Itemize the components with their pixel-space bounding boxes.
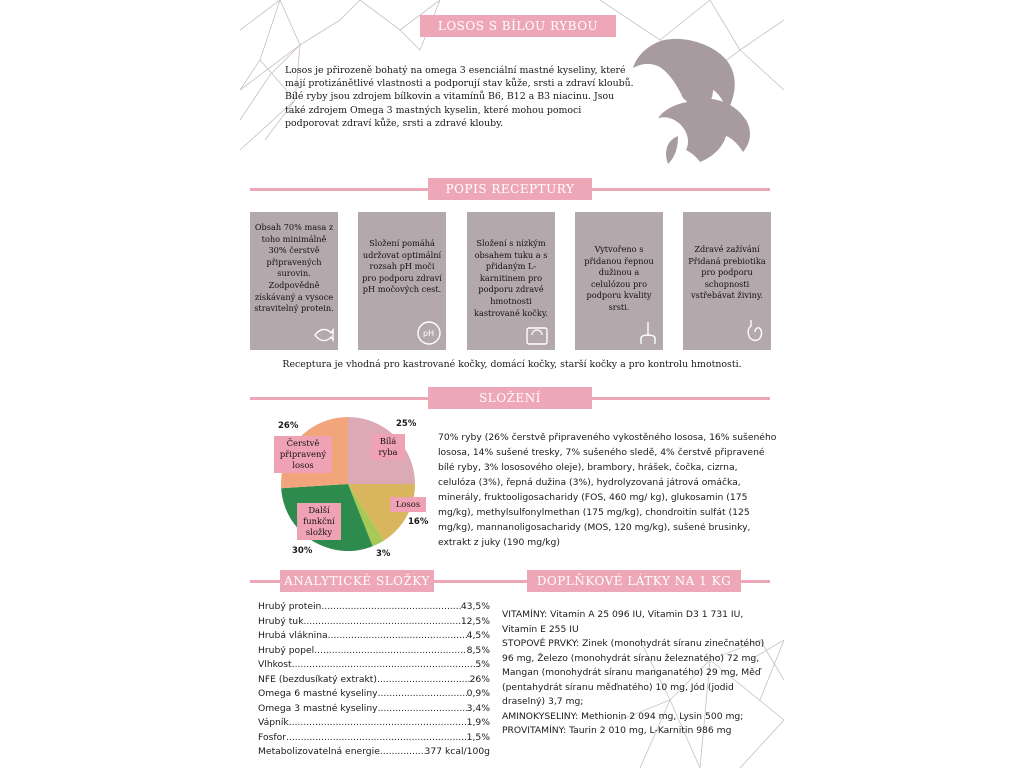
analytic-row [258, 673, 490, 688]
analytic-value: 0,9% [466, 688, 490, 699]
analytic-row [258, 658, 490, 673]
leader-dots [378, 702, 467, 717]
leader-dots [314, 644, 466, 659]
feature-text: Obsah 70% masa z toho minimálně 30% čerstvě připravených surovin. Zodpovědně získávaný a vysoce stravitelný protein. [254, 222, 334, 314]
pie-percent-label: 16% [408, 517, 429, 527]
svg-text:pH: pH [423, 329, 435, 338]
pie-percent-label: 30% [292, 546, 313, 556]
feature-box [250, 212, 338, 350]
pie-slice-label: Další funkční složky [297, 503, 341, 540]
pie-percent-label: 25% [396, 419, 417, 429]
composition-pie-chart [268, 409, 428, 559]
salmon-fish-icon [628, 32, 758, 172]
pie-slice-label: Čerstvě připravený losos [274, 436, 332, 473]
pie-percent-label: 26% [278, 421, 299, 431]
analytic-value: 3,4% [466, 702, 490, 714]
recipe-section-header: POPIS RECEPTURY [428, 178, 592, 200]
leader-dots [303, 615, 460, 630]
analytic-value: 26% [469, 673, 490, 685]
analytic-value: 1,9% [466, 717, 490, 728]
analytic-value: 377 kcal/100g [424, 746, 490, 757]
analytic-value: 8,5% [466, 644, 490, 656]
analytic-name: Vlhkost [258, 659, 292, 670]
analytic-name: NFE (bezdusíkatý extrakt) [258, 673, 377, 685]
analytic-row [258, 702, 490, 717]
supplements-section-header: DOPLŇKOVÉ LÁTKY NA 1 KG [527, 570, 741, 592]
pie-percent-label: 3% [376, 549, 391, 559]
supplement-item: STOPOVÉ PRVKY: Zinek (monohydrát síranu zinečnatého) 96 mg, Železo (monohydrát síranu železnatého) 72 mg, Mangan (monohydrát síranu manganatého) 29 mg, Měď (pentahydrát síranu měďnatého) 10 mg, Jód (jodid draselný) 3,7 mg; [502, 638, 765, 707]
supplement-item: PROVITAMÍNY: Taurin 2 010 mg, L-Karnitin 986 mg [502, 725, 732, 736]
analytic-name: Metabolizovatelná energie [258, 746, 380, 757]
leader-dots [292, 658, 476, 673]
analytic-name: Hrubý popel [258, 644, 315, 656]
feature-box [683, 212, 771, 350]
leader-dots [328, 629, 467, 644]
analytic-value: 12,5% [460, 615, 490, 627]
analytic-section-header: ANALYTICKÉ SLOŽKY [280, 570, 434, 592]
supplements-list [502, 608, 772, 739]
intro-paragraph: Losos je přirozeně bohatý na omega 3 esenciální mastné kyseliny, které mají protizánětlivé vlastnosti a podporují stav kůže, srsti a zdraví kloubů. [285, 65, 634, 90]
analytic-value: 1,5% [466, 731, 490, 743]
analytic-value: 43,5% [460, 601, 490, 612]
leader-dots [321, 600, 460, 615]
feature-text: Složení pomáhá udržovat optimální rozsah pH moči pro podporu zdraví pH močových cest. [362, 238, 442, 295]
analytic-row [258, 644, 490, 659]
analytic-row [258, 615, 490, 630]
leader-dots [289, 716, 467, 731]
intro-text [285, 64, 635, 130]
analytic-name: Hrubý tuk [258, 615, 304, 627]
analytic-row [258, 731, 490, 746]
feature-text: Zdravé zažívání Přidaná prebiotika pro podporu schopnosti vstřebávat živiny. [688, 244, 766, 301]
analytic-name: Fosfor [258, 731, 286, 743]
feature-text: Složení s nízkým obsahem tuku a s přidaným L-karnitinem pro podporu zdravé hmotnosti kastrované kočky. [474, 238, 548, 318]
fish-icon [312, 324, 334, 346]
analytic-name: Omega 3 mastné kyseliny [258, 702, 378, 714]
feature-text: Vytvořeno s přidanou řepnou dužinou a celulózou pro podporu kvality srsti. [584, 244, 654, 312]
analytic-row [258, 716, 490, 731]
intro-paragraph: Bílé ryby jsou zdrojem bílkovin a vitamínů B6, B12 a B3 niacinu. Jsou také zdrojem Omega 3 mastných kyselin, které mohou pomoci podporovat zdraví kůže, srsti a zdravé klouby. [285, 91, 615, 129]
analytic-name: Hrubá vláknina [258, 630, 328, 641]
pie-slice-label: Bílá ryba [371, 434, 405, 460]
leader-dots [377, 673, 470, 688]
composition-text: 70% ryby (26% čerstvě připraveného vykostěného lososa, 16% sušeného lososa, 14% sušené tresky, 7% sušeného sledě, 4% čerstvě připravené bílé ryby, 3% lososového oleje), brambory, hrášek, čočka, cizrna, celulóza (3%), řepná dužina (3%), hydrolyzovaná játrová omáčka, minerály, fruktooligosacharidy (FOS, 460 mg/ kg), glukosamin (175 mg/kg), methylsulfonylmethan (175 mg/kg), chondroitin sulfát (125 mg/kg), mannanoligosacharidy (MOS, 120 mg/kg), sušené brusinky, extrakt z juky (190 mg/kg) [438, 432, 777, 548]
composition-section-header: SLOŽENÍ [428, 387, 592, 409]
analytic-name: Omega 6 mastné kyseliny [258, 688, 378, 699]
leader-dots [286, 731, 467, 746]
analytic-name: Vápník [258, 717, 289, 728]
feature-box [467, 212, 555, 350]
supplement-item: AMINOKYSELINY: Methionin 2 094 mg, Lysin 500 mg; [502, 710, 744, 722]
analytic-name: Hrubý protein [258, 601, 322, 612]
leader-dots [380, 745, 425, 760]
feature-box [575, 212, 663, 350]
leader-dots [378, 687, 467, 702]
analytic-value: 4,5% [466, 630, 490, 641]
fish-section-header: LOSOS S BÍLOU RYBOU [420, 15, 616, 37]
product-sheet [240, 0, 784, 768]
pie-slice-label: Losos [390, 497, 426, 512]
feature-box [358, 212, 446, 350]
stomach-icon [743, 318, 767, 346]
analytic-value: 5% [475, 659, 490, 670]
supplement-item: VITAMÍNY: Vitamin A 25 096 IU, Vitamin D3 1 731 IU, Vitamin E 255 IU [502, 609, 744, 635]
analytic-list [258, 600, 490, 760]
suitability-text: Receptura je vhodná pro kastrované kočky, domácí kočky, starší kočky a pro kontrolu hmotnosti. [282, 359, 742, 370]
hair-icon [637, 320, 659, 346]
analytic-row [258, 687, 490, 702]
analytic-row [258, 745, 490, 760]
analytic-row [258, 629, 490, 644]
ph-icon [416, 320, 442, 346]
scale-icon [525, 326, 549, 346]
analytic-row [258, 600, 490, 615]
